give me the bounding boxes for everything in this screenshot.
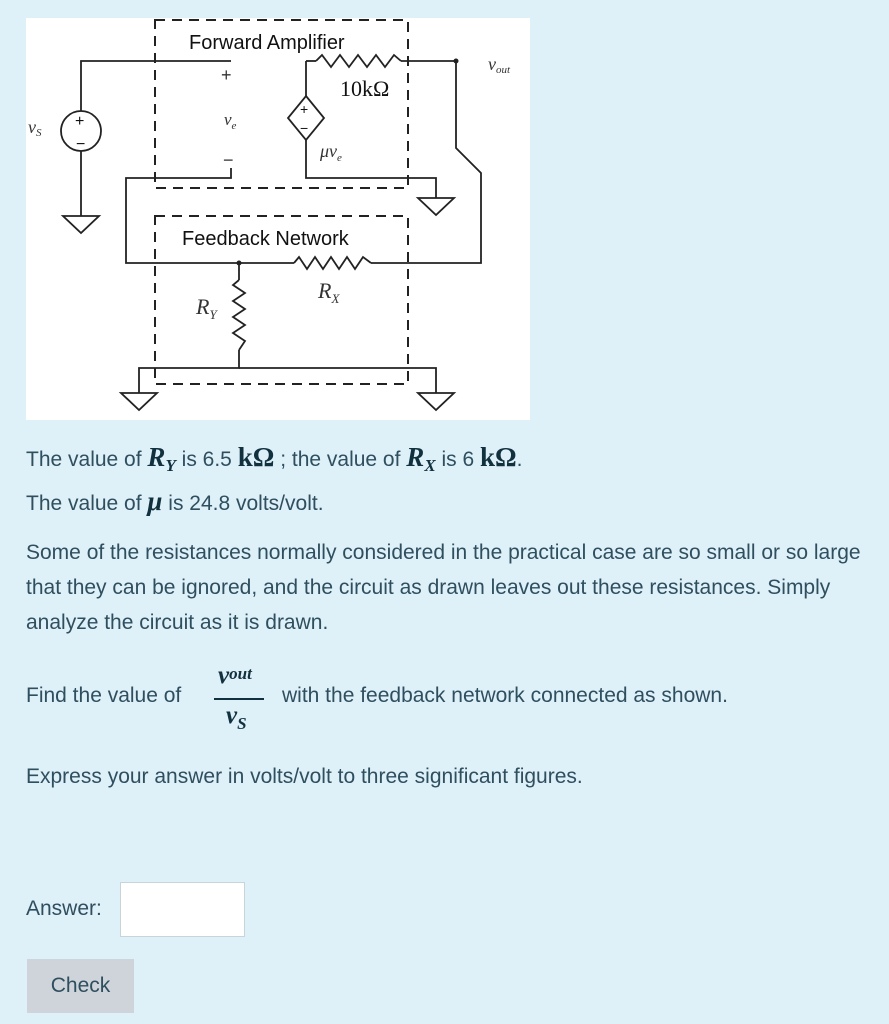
dependent-source-icon [288, 96, 324, 140]
resistor-values-text: The value of $R_Y$ is 6.5 kΩ ; the value of $R_X$ is 6 kΩ. [26, 442, 523, 475]
ry-label: $R_Y$ [196, 294, 217, 322]
ground-icon [418, 198, 454, 215]
vs-label: vS [28, 117, 42, 139]
vout-label: vout [488, 54, 511, 76]
ground-icon [418, 393, 454, 410]
find-prefix: Find the value of [26, 684, 182, 707]
svg-text:+: + [221, 65, 232, 85]
rx-label: $R_X$ [318, 278, 340, 306]
forward-amplifier-title: Forward Amplifier [189, 32, 345, 54]
mu-symbol: μ [147, 486, 163, 516]
find-suffix: with the feedback network connected as shown. [282, 684, 728, 707]
rx-symbol: $R_X$ [406, 442, 436, 475]
svg-text:+: + [75, 113, 85, 130]
check-button[interactable]: Check [27, 959, 134, 1013]
svg-text:−: − [76, 136, 86, 153]
ground-icon [121, 393, 157, 410]
vout-over-vs-fraction: $v_{out}$ $v_S$ [212, 662, 268, 746]
circuit-diagram [26, 18, 530, 420]
svg-text:−: − [300, 120, 309, 136]
answer-input[interactable] [120, 882, 245, 937]
ground-icon [63, 216, 99, 233]
resistor-rx-icon [294, 257, 371, 269]
ve-label: $v_e$ [224, 110, 237, 132]
answer-label: Answer: [26, 897, 102, 920]
svg-text:+: + [300, 101, 309, 117]
mu-ve-label: $\mu v_e$ [320, 141, 342, 164]
resistor-10k-label: 10kΩ [340, 76, 390, 101]
resistor-ry-icon [233, 280, 245, 350]
svg-text:−: − [223, 150, 234, 170]
note-paragraph: Some of the resistances normally considered in the practical case are so small or so large that they can be ignored, and the circuit as drawn leaves out these resistances. Simply analyze the circuit as it is drawn. [26, 541, 861, 634]
instruction-text: Express your answer in volts/volt to three significant figures. [26, 765, 583, 788]
resistor-10k-icon [316, 55, 401, 67]
circuit-wires [81, 61, 481, 393]
ry-symbol: $R_Y$ [147, 442, 176, 475]
feedback-network-title: Feedback Network [182, 228, 349, 250]
mu-value-text: The value of μ is 24.8 volts/volt. [26, 486, 324, 516]
